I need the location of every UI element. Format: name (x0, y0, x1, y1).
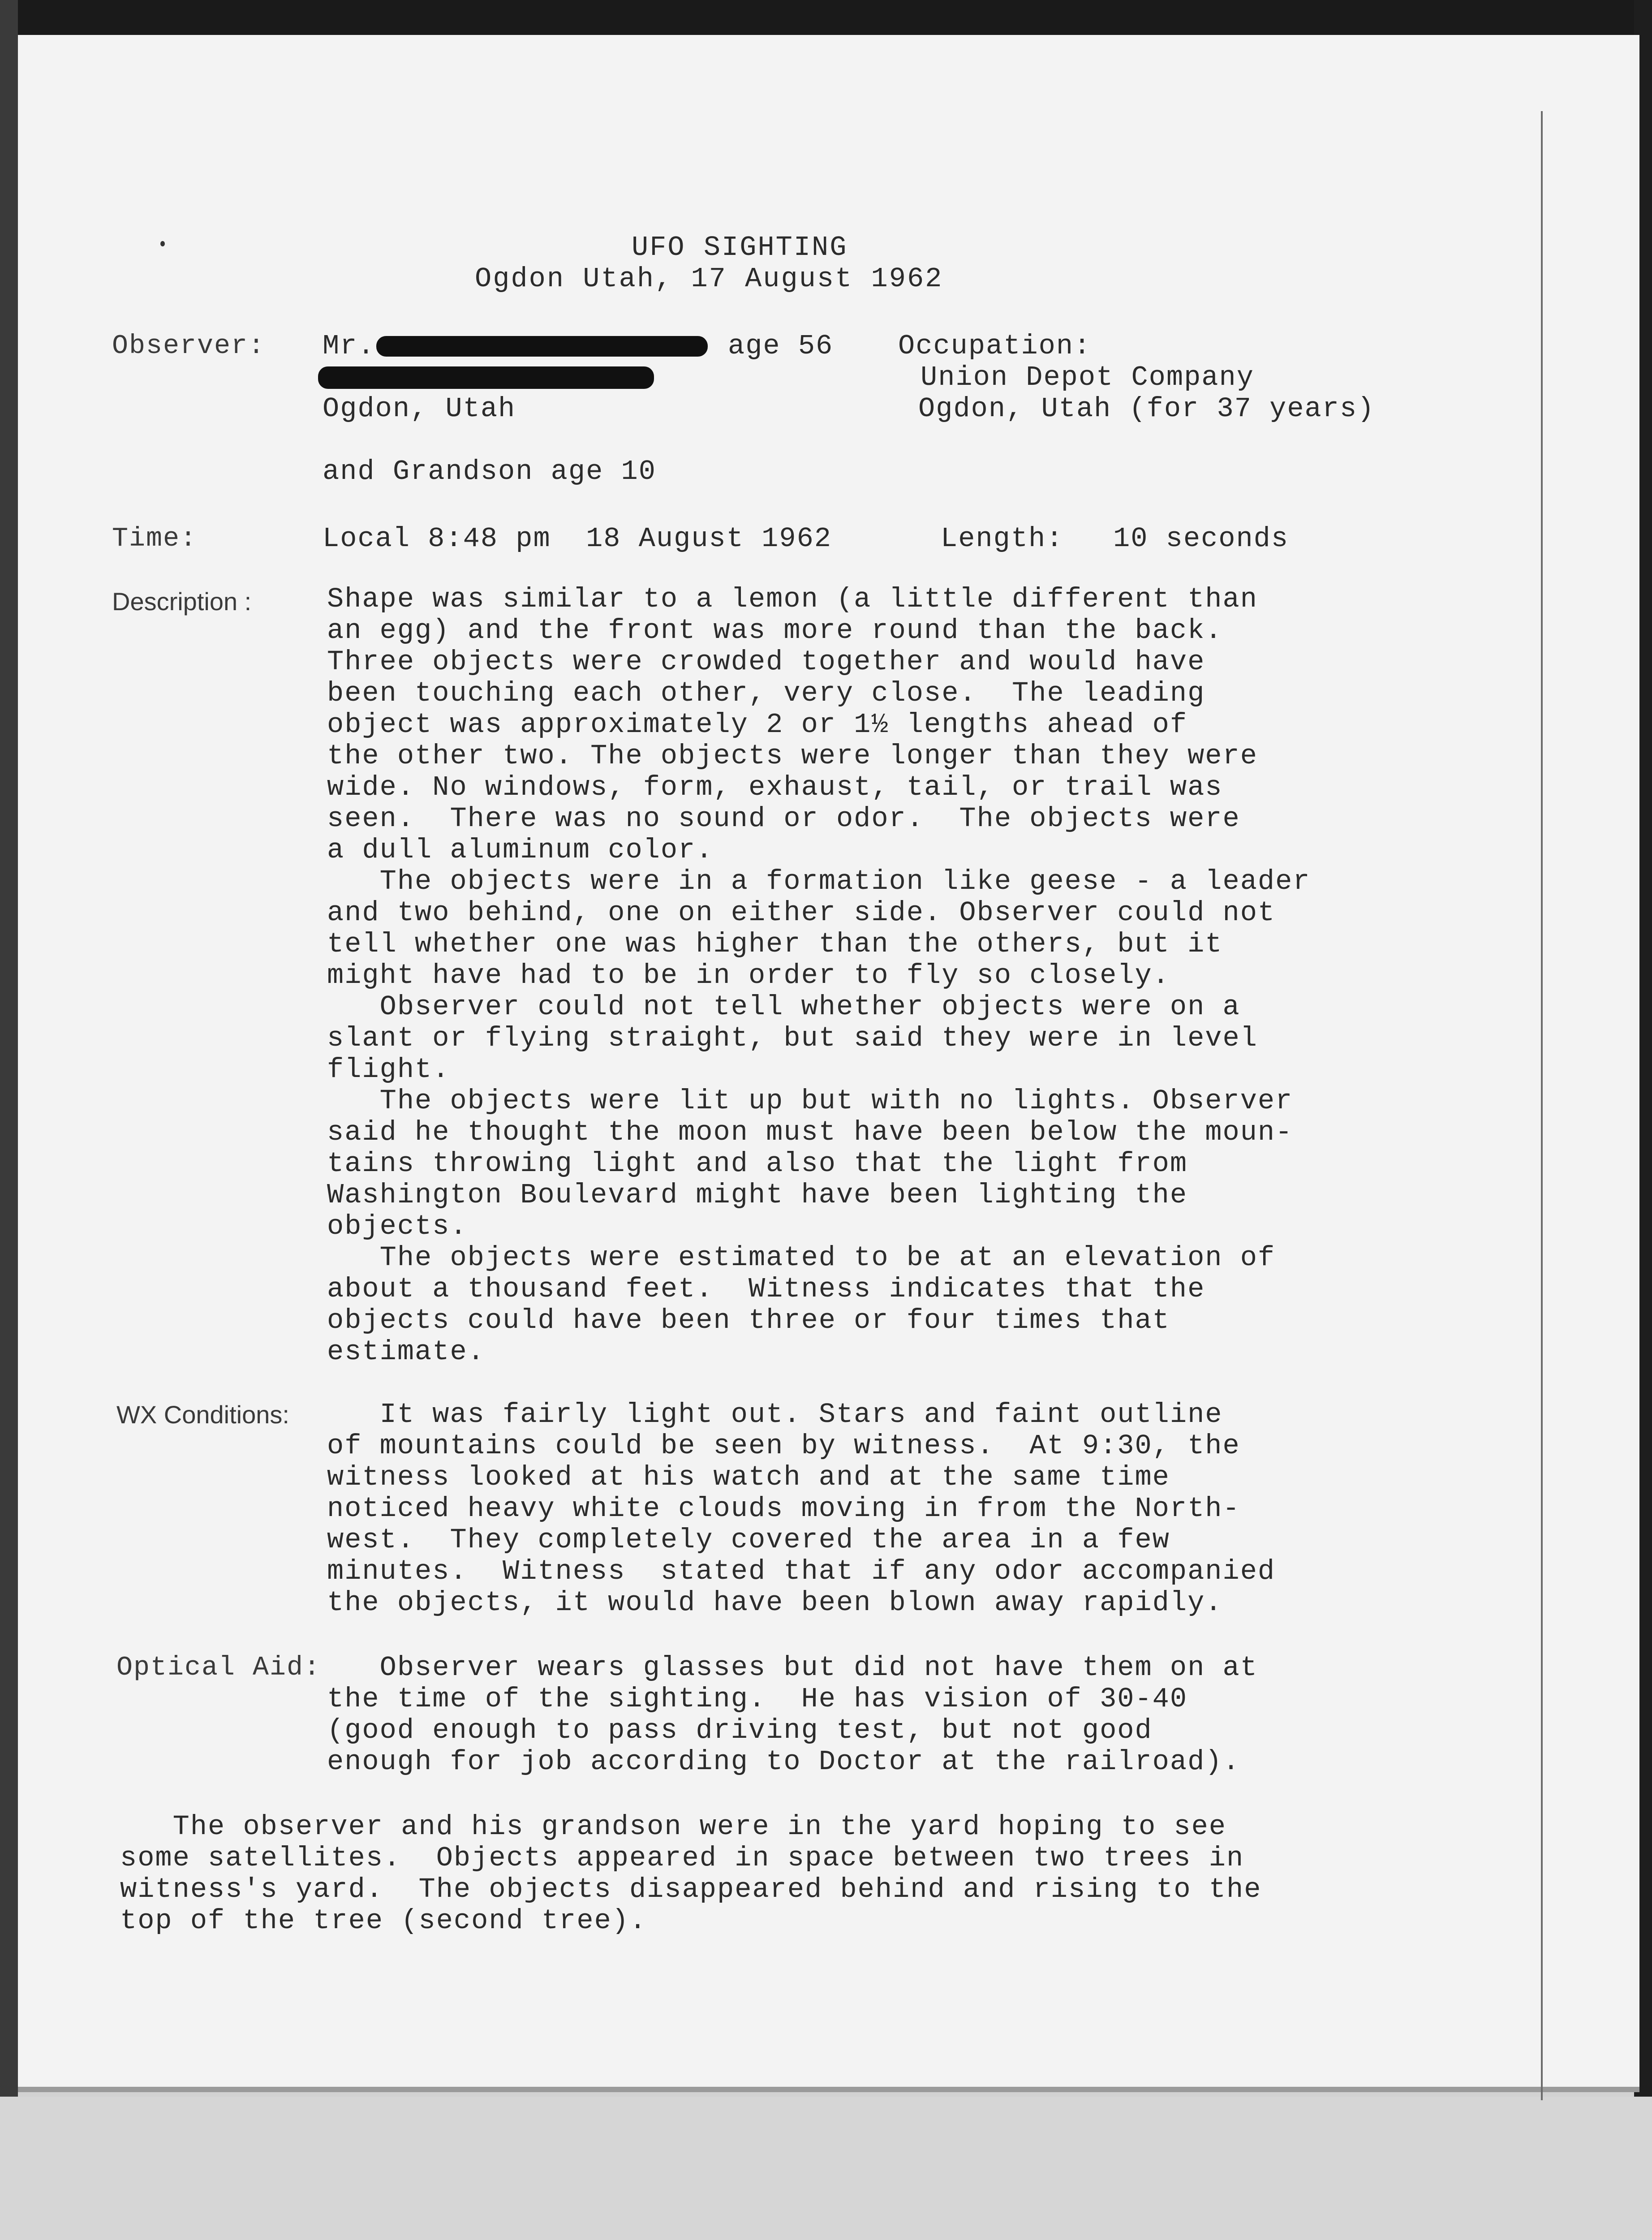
wx-line: noticed heavy white clouds moving in from the North- (327, 1493, 1240, 1525)
wx-line: west. They completely covered the area in a few (327, 1524, 1170, 1556)
stray-mark (160, 241, 165, 246)
description-line: objects could have been three or four times that (327, 1305, 1170, 1336)
description-line: might have had to be in order to fly so closely. (327, 960, 1170, 991)
page-subtitle: Ogdon Utah, 17 August 1962 (475, 263, 943, 295)
description-line: The objects were lit up but with no lights. Observer (327, 1085, 1293, 1117)
description-line: and two behind, one on either side. Observer could not (327, 897, 1276, 929)
occupation-label: Occupation: (898, 330, 1092, 362)
margin-rule (1541, 111, 1543, 2100)
description-line: seen. There was no sound or odor. The objects were (327, 803, 1240, 835)
description-line: tell whether one was higher than the others, but it (327, 928, 1223, 960)
observer-city: Ogdon, Utah (323, 393, 516, 425)
closing-line: top of the tree (second tree). (120, 1905, 647, 1937)
description-line: flight. (327, 1054, 450, 1086)
redaction-bar (376, 336, 708, 357)
length-value: 10 seconds (1113, 523, 1289, 555)
closing-line: some satellites. Objects appeared in space between two trees in (120, 1842, 1244, 1874)
closing-line: witness's yard. The objects disappeared behind and rising to the (120, 1874, 1262, 1905)
optical-text (327, 1652, 1258, 1778)
description-line: wide. No windows, form, exhaust, tail, or trail was (327, 771, 1223, 803)
length-label: Length: (941, 523, 1064, 555)
wx-line: witness looked at his watch and at the same time (327, 1461, 1170, 1493)
scan-background (0, 2097, 1652, 2240)
optical-line: Observer wears glasses but did not have them on at (327, 1652, 1258, 1684)
description-line: Shape was similar to a lemon (a little different than (327, 583, 1258, 615)
description-text (327, 584, 1311, 1368)
redaction-bar (318, 366, 654, 389)
description-line: tains throwing light and also that the light from (327, 1148, 1188, 1180)
wx-line: It was fairly light out. Stars and faint outline (327, 1399, 1223, 1430)
occupation-employer: Union Depot Company (921, 362, 1254, 393)
description-line: said he thought the moon must have been below the moun- (327, 1116, 1293, 1148)
time-value: Local 8:48 pm 18 August 1962 (323, 523, 832, 555)
description-label: Description : (112, 587, 252, 616)
description-line: a dull aluminum color. (327, 834, 714, 866)
observer-age: age 56 (728, 330, 834, 362)
description-line: Washington Boulevard might have been lighting the (327, 1179, 1188, 1211)
wx-line: minutes. Witness stated that if any odor accompanied (327, 1555, 1276, 1587)
description-line: Three objects were crowded together and would have (327, 646, 1205, 678)
optical-label: Optical Aid: (116, 1653, 321, 1683)
time-label: Time: (112, 524, 198, 554)
scan-left-edge (0, 0, 18, 2106)
description-line: about a thousand feet. Witness indicates that the (327, 1273, 1205, 1305)
observer-grandson: and Grandson age 10 (323, 456, 656, 487)
page-title: UFO SIGHTING (632, 232, 848, 263)
scan-top-edge (0, 0, 1652, 36)
optical-line: (good enough to pass driving test, but not good (327, 1714, 1153, 1746)
description-line: The objects were in a formation like geese - a leader (327, 866, 1311, 897)
observer-label: Observer: (112, 331, 266, 362)
observer-name-prefix: Mr. (323, 330, 375, 362)
wx-line: the objects, it would have been blown away rapidly. (327, 1587, 1223, 1619)
description-line: Observer could not tell whether objects were on a (327, 991, 1240, 1023)
document-page (18, 35, 1639, 2087)
description-line: an egg) and the front was more round than the back. (327, 615, 1223, 646)
description-line: The objects were estimated to be at an elevation of (327, 1242, 1276, 1274)
optical-line: the time of the sighting. He has vision of 30-40 (327, 1683, 1188, 1715)
wx-text (327, 1399, 1275, 1619)
description-line: objects. (327, 1210, 468, 1242)
description-line: estimate. (327, 1336, 485, 1368)
description-line: the other two. The objects were longer than they were (327, 740, 1258, 772)
occupation-location: Ogdon, Utah (for 37 years) (918, 393, 1375, 425)
closing-line: The observer and his grandson were in the yard hoping to see (120, 1811, 1226, 1843)
description-line: object was approximately 2 or 1½ lengths ahead of (327, 709, 1188, 741)
wx-label: WX Conditions: (116, 1400, 289, 1429)
optical-line: enough for job according to Doctor at the railroad). (327, 1746, 1240, 1778)
description-line: slant or flying straight, but said they were in level (327, 1022, 1258, 1054)
closing-paragraph (120, 1811, 1261, 1937)
wx-line: of mountains could be seen by witness. At 9:30, the (327, 1430, 1240, 1462)
description-line: been touching each other, very close. The leading (327, 677, 1205, 709)
